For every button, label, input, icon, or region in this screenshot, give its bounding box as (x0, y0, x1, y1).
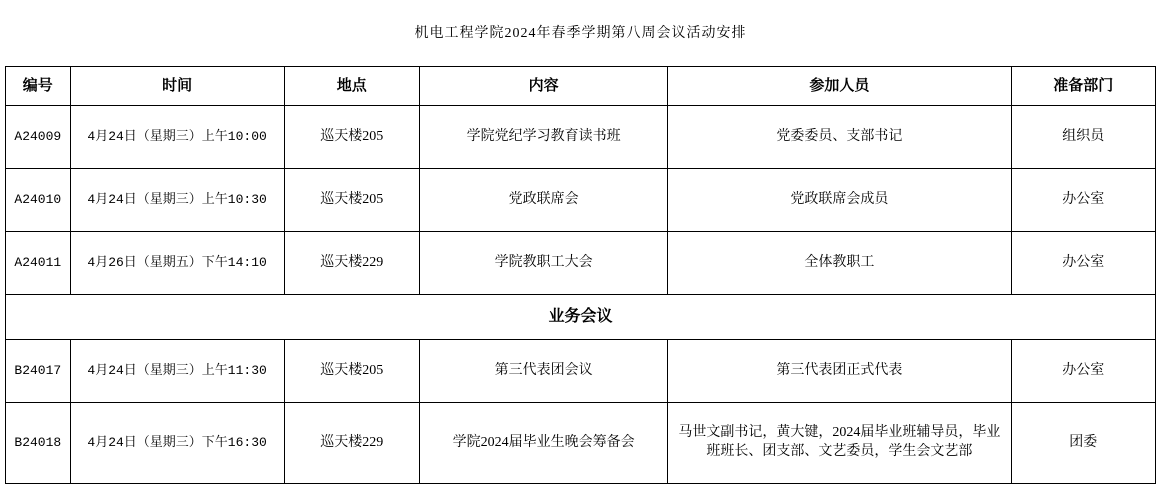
cell-place: 巡天楼205 (284, 340, 419, 403)
column-header-time: 时间 (70, 67, 284, 106)
cell-people: 马世文副书记，黄大键，2024届毕业班辅导员，毕业班班长、团支部、文艺委员，学生会文艺部 (668, 403, 1011, 484)
section-label: 业务会议 (6, 295, 1156, 340)
cell-code: B24017 (6, 340, 71, 403)
cell-code: A24011 (6, 232, 71, 295)
cell-code: A24009 (6, 106, 71, 169)
table-row (6, 169, 1156, 232)
table-row (6, 403, 1156, 484)
column-header-dept: 准备部门 (1011, 67, 1155, 106)
cell-dept: 组织员 (1011, 106, 1155, 169)
cell-content: 学院教职工大会 (419, 232, 667, 295)
cell-content: 学院2024届毕业生晚会筹备会 (419, 403, 667, 484)
cell-code: B24018 (6, 403, 71, 484)
cell-people: 第三代表团正式代表 (668, 340, 1011, 403)
column-header-code: 编号 (6, 67, 71, 106)
cell-time: 4月24日（星期三）上午11:30 (70, 340, 284, 403)
schedule-document (0, 6, 1161, 504)
cell-time: 4月26日（星期五）下午14:10 (70, 232, 284, 295)
column-header-place: 地点 (284, 67, 419, 106)
cell-place: 巡天楼229 (284, 232, 419, 295)
cell-time: 4月24日（星期三）下午16:30 (70, 403, 284, 484)
table-row (6, 106, 1156, 169)
cell-code: A24010 (6, 169, 71, 232)
cell-content: 第三代表团会议 (419, 340, 667, 403)
cell-time: 4月24日（星期三）上午10:30 (70, 169, 284, 232)
cell-dept: 办公室 (1011, 340, 1155, 403)
table-header-row (6, 67, 1156, 106)
cell-people: 党委委员、支部书记 (668, 106, 1011, 169)
cell-place: 巡天楼205 (284, 106, 419, 169)
cell-people: 党政联席会成员 (668, 169, 1011, 232)
schedule-table (5, 6, 1156, 484)
title-row (6, 6, 1156, 67)
cell-dept: 办公室 (1011, 232, 1155, 295)
column-header-content: 内容 (419, 67, 667, 106)
cell-place: 巡天楼205 (284, 169, 419, 232)
cell-people: 全体教职工 (668, 232, 1011, 295)
table-row (6, 340, 1156, 403)
cell-dept: 办公室 (1011, 169, 1155, 232)
cell-content: 学院党纪学习教育读书班 (419, 106, 667, 169)
cell-place: 巡天楼229 (284, 403, 419, 484)
cell-time: 4月24日（星期三）上午10:00 (70, 106, 284, 169)
section-header-row (6, 295, 1156, 340)
page-title: 机电工程学院2024年春季学期第八周会议活动安排 (414, 25, 747, 41)
cell-dept: 团委 (1011, 403, 1155, 484)
table-row (6, 232, 1156, 295)
column-header-people: 参加人员 (668, 67, 1011, 106)
cell-content: 党政联席会 (419, 169, 667, 232)
